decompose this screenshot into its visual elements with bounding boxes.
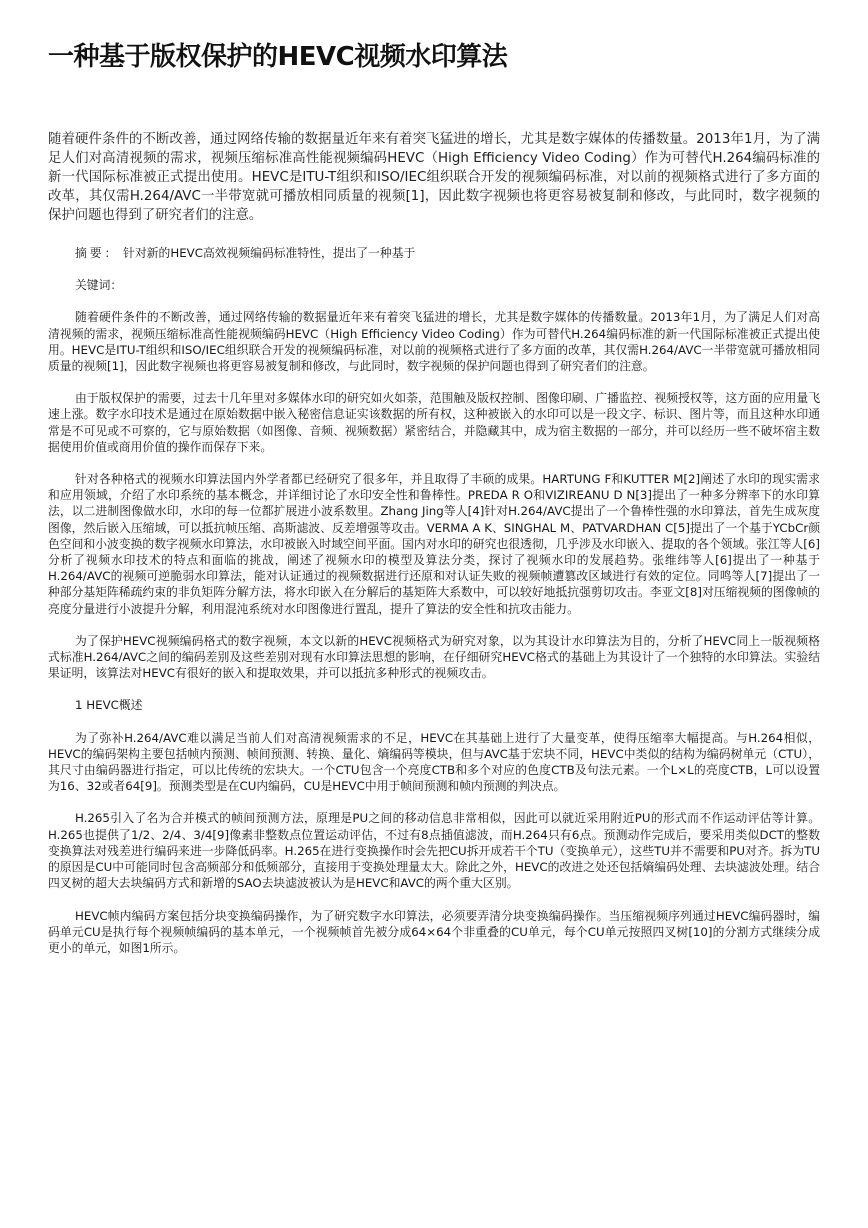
body-paragraph-5: 为了弥补H.264/AVC难以满足当前人们对高清视频需求的不足，HEVC在其基础上进行了大量变革，使得压缩率大幅提高。与H.264相似，HEVC的编码架构主要包括帧内预测、帧间预测、转换、量化、熵编码等模块，但与AVC基于宏块不同，HEVC中类似的结构为编码树单元（CTU），其尺寸由编码器进行指定，可以比传统的宏块大。一个CTU包含一个亮度CTB和多个对应的色度CTB及句法元素。一个L×L的亮度CTB，L可以设置为16、32或者64[9]。预测类型是在CU内编码，CU是HEVC中用于帧间预测和帧内预测的判决点。 xyxy=(48,730,820,794)
article-body xyxy=(48,245,820,956)
abstract-line xyxy=(48,245,820,261)
article-title: 一种基于版权保护的HEVC视频水印算法 xyxy=(48,42,508,72)
keywords-label: 关键词： xyxy=(75,278,123,293)
body-paragraph-3: 针对各种格式的视频水印算法国内外学者都已经研究了很多年，并且取得了丰硕的成果。HARTUNG F和KUTTER M[2]阐述了水印的现实需求和应用领域，介绍了水印系统的基本概念，并详细讨论了水印安全性和鲁棒性。PREDA R O和VIZIREANU D N[3]提出了一种多分辨率下的水印算法，以二进制图像做水印，水印的每一位都扩展进小波系数里。Zhang Jing等人[4]针对H.264/AVC提出了一个鲁棒性强的水印算法，首先生成灰度图像，然后嵌入压缩域，可以抵抗帧压缩、高斯滤波、反差增强等攻击。VERMA A K、SINGHAL M、PATVARDHAN C[5]提出了一个基于YCbCr颜色空间和小波变换的数字视频水印算法，水印被嵌入时域空间平面。国内对水印的研究也很透彻，几乎涉及水印嵌入、提取的各个领域。张江等人[6]分析了视频水印技术的特点和面临的挑战，阐述了视频水印的模型及算法分类，探讨了视频水印的发展趋势。张维纬等人[6]提出了一种基于H.264/AVC的视频可逆脆弱水印算法，能对认证通过的视频数据进行还原和对认证失败的视频帧遭篡改区域进行有效的定位。同鸣等人[7]提出了一种部分基矩阵稀疏约束的非负矩阵分解方法，将水印嵌入在分解后的基矩阵大系数中，可以较好地抵抗强剪切攻击。李亚文[8]对压缩视频的图像帧的亮度分量进行小波提升分解，利用混沌系统对水印图像进行置乱，提升了算法的安全性和抗攻击能力。 xyxy=(48,472,820,616)
keywords-line xyxy=(48,277,820,293)
abstract-label: 摘要： xyxy=(75,246,120,260)
body-paragraph-1: 随着硬件条件的不断改善，通过网络传输的数据量近年来有着突飞猛进的增长，尤其是数字媒体的传播数量。2013年1月，为了满足人们对高清视频的需求，视频压缩标准高性能视频编码HEVC（High Efficiency Video Coding）作为可替代H.264编码标准的新一代国际标准被正式提出使用。HEVC是ITU-T组织和ISO/IEC组织联合开发的视频编码标准，对以前的视频格式进行了多方面的改革，其仅需H.264/AVC一半带宽就可播放相同质量的视频[1]，因此数字视频也将更容易被复制和修改，与此同时，数字视频的保护问题也得到了研究者们的注意。 xyxy=(48,310,820,374)
body-paragraph-2: 由于版权保护的需要，过去十几年里对多媒体水印的研究如火如荼，范围触及版权控制、图像印刷、广播监控、视频授权等，这方面的应用量飞速上涨。数字水印技术是通过在原始数据中嵌入秘密信息证实该数据的所有权，这种被嵌入的水印可以是一段文字、标识、图片等，而且这种水印通常是不可见或不可察的，它与原始数据（如图像、音频、视频数据）紧密结合，并隐藏其中，成为宿主数据的一部分，并可以经历一些不破坏宿主数据使用价值或商用价值的操作而保存下来。 xyxy=(48,391,820,454)
body-paragraph-4: 为了保护HEVC视频编码格式的数字视频，本文以新的HEVC视频格式为研究对象，以为其设计水印算法为目的，分析了HEVC同上一版视频格式标准H.264/AVC之间的编码差别及这些差别对现有水印算法思想的影响，在仔细研究HEVC格式的基础上为其设计了一个独特的水印算法。实验结果证明，该算法对HEVC有很好的嵌入和提取效果，并可以抵抗多种形式的视频攻击。 xyxy=(48,633,820,681)
body-paragraph-6: H.265引入了名为合并模式的帧间预测方法，原理是PU之间的移动信息非常相似，因此可以就近采用附近PU的形式而不作运动评估等计算。H.265也提供了1/2、2/4、3/4[9]像素非整数点位置运动评估，不过有8点插值滤波，而H.264只有6点。预测动作完成后，要采用类似DCT的整数变换算法对残差进行编码来进一步降低码率。H.265在进行变换操作时会先把CU拆开成若干个TU（变换单元），这些TU并不需要和PU对齐。拆为TU的原因是CU中可能同时包含高频部分和低频部分，直接用于变换处理量太大。除此之外，HEVC的改进之处还包括熵编码处理、去块滤波处理。结合四叉树的超大去块编码方式和新增的SAO去块滤波被认为是HEVC和AVC的两个重大区别。 xyxy=(48,811,820,891)
body-paragraph-7: HEVC帧内编码方案包括分块变换编码操作，为了研究数字水印算法，必须要弄清分块变换编码操作。当压缩视频序列通过HEVC编码器时，编码单元CU是执行每个视频帧编码的基本单元，一个视频帧首先被分成64×64个非重叠的CU单元，每个CU单元按照四叉树[10]的分割方式继续分成更小的单元，如图1所示。 xyxy=(48,908,820,955)
abstract-text: 针对新的HEVC高效视频编码标准特性，提出了一种基于 xyxy=(123,246,416,260)
section-heading-hevc-overview: 1 HEVC概述 xyxy=(75,698,143,713)
lead-paragraph: 随着硬件条件的不断改善，通过网络传输的数据量近年来有着突飞猛进的增长，尤其是数字媒体的传播数量。2013年1月，为了满足人们对高清视频的需求，视频压缩标准高性能视频编码HEVC（High Efficiency Video Coding）作为可替代H.264编码标准的新一代国际标准被正式提出使用。HEVC是ITU-T组织和ISO/IEC组织联合开发的视频编码标准，对以前的视频格式进行了多方面的改革，其仅需H.264/AVC一半带宽就可播放相同质量的视频[1]，因此数字视频也将更容易被复制和修改，与此同时，数字视频的保护问题也得到了研究者们的注意。 xyxy=(48,132,820,223)
